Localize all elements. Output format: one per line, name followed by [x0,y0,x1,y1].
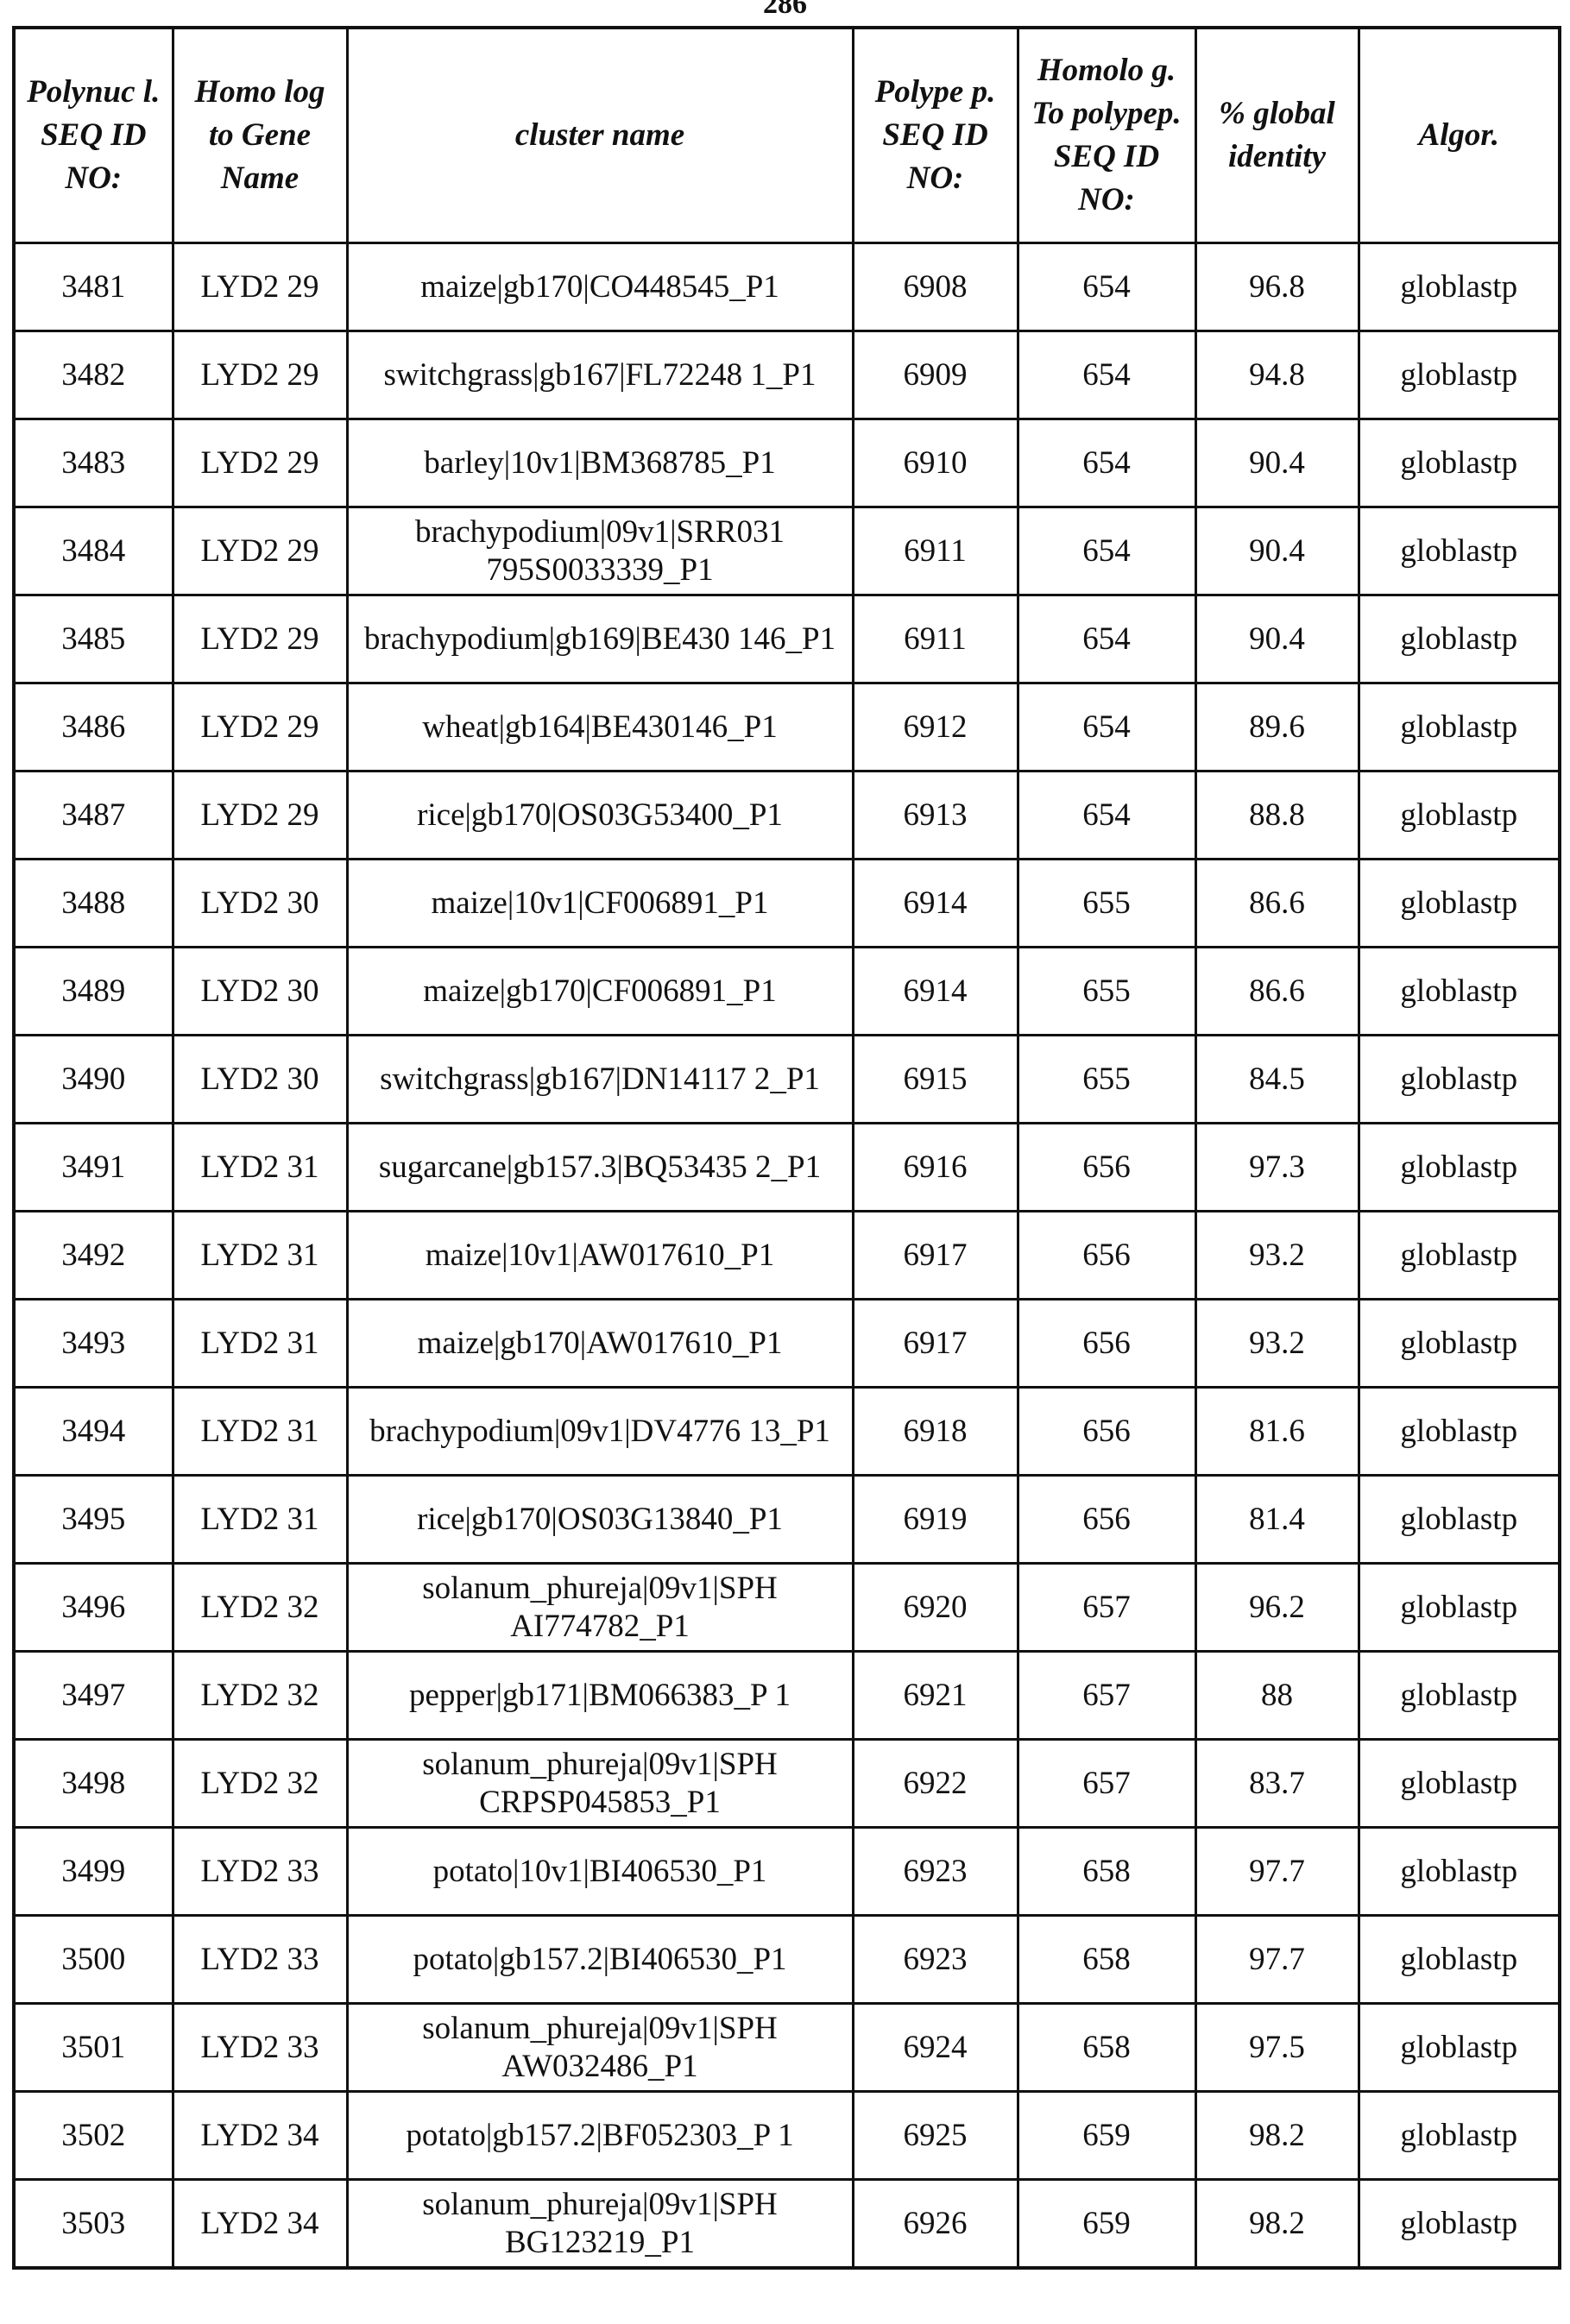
table-cell: 654 [1018,595,1195,683]
table-cell: 6923 [853,1916,1018,2004]
table-cell: 93.2 [1195,1300,1359,1388]
table-cell: 6916 [853,1124,1018,1212]
table-cell: globlastp [1359,1916,1560,2004]
table-cell: globlastp [1359,860,1560,948]
table-cell: 6914 [853,948,1018,1036]
table-cell: 657 [1018,1652,1195,1740]
table-row [14,1476,1560,1564]
table-row [14,1300,1560,1388]
table-cell: 83.7 [1195,1740,1359,1828]
table-row [14,419,1560,507]
table-cell: 657 [1018,1564,1195,1652]
column-header: % global identity [1195,28,1359,243]
table-cell: globlastp [1359,419,1560,507]
table-cell: 654 [1018,507,1195,595]
table-cell: brachypodium|09v1|DV4776 13_P1 [347,1388,853,1476]
table-cell: globlastp [1359,1388,1560,1476]
table-cell: LYD2 29 [173,595,347,683]
table-cell: potato|gb157.2|BI406530_P1 [347,1916,853,2004]
table-cell: 654 [1018,331,1195,419]
table-cell: 654 [1018,419,1195,507]
table-cell: 81.4 [1195,1476,1359,1564]
table-cell: LYD2 29 [173,419,347,507]
table-cell: sugarcane|gb157.3|BQ53435 2_P1 [347,1124,853,1212]
table-cell: 3481 [14,243,173,331]
table-cell: 6915 [853,1036,1018,1124]
table-cell: 3488 [14,860,173,948]
table-cell: 655 [1018,860,1195,948]
table-cell: globlastp [1359,331,1560,419]
table-cell: 3487 [14,772,173,860]
table-row [14,860,1560,948]
table-cell: 94.8 [1195,331,1359,419]
table-cell: 656 [1018,1388,1195,1476]
column-header: Homolo g. To polypep. SEQ ID NO: [1018,28,1195,243]
table-row [14,1212,1560,1300]
table-cell: maize|10v1|AW017610_P1 [347,1212,853,1300]
table-cell: 6919 [853,1476,1018,1564]
table-cell: LYD2 29 [173,683,347,772]
table-cell: 6909 [853,331,1018,419]
table-cell: brachypodium|09v1|SRR031 795S0033339_P1 [347,507,853,595]
page-number: 286 [0,0,1570,21]
table-cell: 84.5 [1195,1036,1359,1124]
table-row [14,1828,1560,1916]
table-cell: 657 [1018,1740,1195,1828]
table-cell: rice|gb170|OS03G13840_P1 [347,1476,853,1564]
table-cell: LYD2 33 [173,1916,347,2004]
table-cell: 655 [1018,1036,1195,1124]
table-cell: 659 [1018,2180,1195,2269]
table-cell: 3491 [14,1124,173,1212]
table-cell: 3486 [14,683,173,772]
table-cell: globlastp [1359,2092,1560,2180]
table-cell: 6914 [853,860,1018,948]
table-cell: brachypodium|gb169|BE430 146_P1 [347,595,853,683]
table-cell: 6911 [853,595,1018,683]
table-cell: potato|gb157.2|BF052303_P 1 [347,2092,853,2180]
table-cell: 6924 [853,2004,1018,2092]
table-cell: 6926 [853,2180,1018,2269]
table-cell: 658 [1018,1828,1195,1916]
table-cell: LYD2 30 [173,860,347,948]
table-cell: LYD2 32 [173,1564,347,1652]
table-cell: 658 [1018,2004,1195,2092]
table-cell: 656 [1018,1212,1195,1300]
table-cell: solanum_phureja|09v1|SPH AW032486_P1 [347,2004,853,2092]
table-cell: LYD2 33 [173,1828,347,1916]
table-cell: maize|gb170|CF006891_P1 [347,948,853,1036]
table-cell: 3482 [14,331,173,419]
table-cell: globlastp [1359,1564,1560,1652]
column-header: Algor. [1359,28,1560,243]
table-cell: globlastp [1359,1828,1560,1916]
homolog-table [12,26,1561,2270]
table-cell: 3503 [14,2180,173,2269]
table-cell: LYD2 31 [173,1124,347,1212]
table-cell: LYD2 29 [173,772,347,860]
table-cell: globlastp [1359,1212,1560,1300]
header-row [14,28,1560,243]
table-row [14,331,1560,419]
table-cell: 3499 [14,1828,173,1916]
table-cell: LYD2 31 [173,1300,347,1388]
table-cell: 654 [1018,772,1195,860]
table-cell: 6922 [853,1740,1018,1828]
table-cell: maize|10v1|CF006891_P1 [347,860,853,948]
table-cell: 6908 [853,243,1018,331]
table-cell: LYD2 31 [173,1476,347,1564]
table-cell: globlastp [1359,2004,1560,2092]
table-cell: globlastp [1359,507,1560,595]
table-cell: 654 [1018,683,1195,772]
table-cell: 86.6 [1195,860,1359,948]
table-cell: 81.6 [1195,1388,1359,1476]
table-cell: 3495 [14,1476,173,1564]
table-cell: solanum_phureja|09v1|SPH AI774782_P1 [347,1564,853,1652]
table-cell: switchgrass|gb167|DN14117 2_P1 [347,1036,853,1124]
column-header: Polype p. SEQ ID NO: [853,28,1018,243]
table-cell: maize|gb170|CO448545_P1 [347,243,853,331]
table-cell: 3501 [14,2004,173,2092]
table-cell: 3483 [14,419,173,507]
table-cell: pepper|gb171|BM066383_P 1 [347,1652,853,1740]
table-cell: LYD2 32 [173,1652,347,1740]
table-row [14,1388,1560,1476]
table-row [14,948,1560,1036]
table-row [14,2004,1560,2092]
table-cell: 96.2 [1195,1564,1359,1652]
table-cell: maize|gb170|AW017610_P1 [347,1300,853,1388]
table-row [14,1564,1560,1652]
table-cell: 97.3 [1195,1124,1359,1212]
table-cell: rice|gb170|OS03G53400_P1 [347,772,853,860]
table-cell: 6911 [853,507,1018,595]
table-row [14,595,1560,683]
table-cell: switchgrass|gb167|FL72248 1_P1 [347,331,853,419]
table-cell: 3498 [14,1740,173,1828]
table-cell: LYD2 30 [173,1036,347,1124]
table-cell: 3494 [14,1388,173,1476]
table-cell: 3493 [14,1300,173,1388]
table-cell: 656 [1018,1300,1195,1388]
table-row [14,683,1560,772]
table-cell: 98.2 [1195,2092,1359,2180]
table-cell: 86.6 [1195,948,1359,1036]
table-cell: LYD2 31 [173,1212,347,1300]
table-row [14,1036,1560,1124]
table-cell: solanum_phureja|09v1|SPH CRPSP045853_P1 [347,1740,853,1828]
table-cell: globlastp [1359,683,1560,772]
table-cell: LYD2 29 [173,331,347,419]
table-cell: globlastp [1359,1124,1560,1212]
table-cell: 97.7 [1195,1828,1359,1916]
table-cell: globlastp [1359,1300,1560,1388]
table-cell: 6917 [853,1300,1018,1388]
table-cell: 3484 [14,507,173,595]
table-cell: 88.8 [1195,772,1359,860]
table-cell: globlastp [1359,1740,1560,1828]
table-cell: LYD2 33 [173,2004,347,2092]
table-cell: 6921 [853,1652,1018,1740]
table-cell: 3496 [14,1564,173,1652]
table-cell: 3492 [14,1212,173,1300]
table-cell: 90.4 [1195,419,1359,507]
table-cell: 3497 [14,1652,173,1740]
table-cell: 90.4 [1195,507,1359,595]
table-row [14,772,1560,860]
table-cell: 3489 [14,948,173,1036]
table-cell: 659 [1018,2092,1195,2180]
table-cell: LYD2 32 [173,1740,347,1828]
table-cell: 6910 [853,419,1018,507]
table-cell: globlastp [1359,1476,1560,1564]
table-cell: globlastp [1359,243,1560,331]
table-cell: 3490 [14,1036,173,1124]
column-header: Homo log to Gene Name [173,28,347,243]
table-cell: globlastp [1359,2180,1560,2269]
table-cell: 6925 [853,2092,1018,2180]
table-cell: globlastp [1359,1036,1560,1124]
table-cell: 97.7 [1195,1916,1359,2004]
table-cell: LYD2 34 [173,2092,347,2180]
table-cell: 6917 [853,1212,1018,1300]
table-cell: LYD2 34 [173,2180,347,2269]
table-cell: 98.2 [1195,2180,1359,2269]
table-cell: potato|10v1|BI406530_P1 [347,1828,853,1916]
table-cell: solanum_phureja|09v1|SPH BG123219_P1 [347,2180,853,2269]
table-cell: wheat|gb164|BE430146_P1 [347,683,853,772]
table-cell: LYD2 29 [173,507,347,595]
table-row [14,1740,1560,1828]
table-cell: globlastp [1359,1652,1560,1740]
table-cell: LYD2 31 [173,1388,347,1476]
table-row [14,507,1560,595]
table-cell: 6920 [853,1564,1018,1652]
table-row [14,2180,1560,2269]
table-cell: 656 [1018,1476,1195,1564]
table-cell: LYD2 30 [173,948,347,1036]
table-cell: 3485 [14,595,173,683]
table-row [14,1916,1560,2004]
table-cell: 90.4 [1195,595,1359,683]
table-row [14,243,1560,331]
table-cell: 93.2 [1195,1212,1359,1300]
table-cell: globlastp [1359,595,1560,683]
table-cell: 658 [1018,1916,1195,2004]
table-cell: 89.6 [1195,683,1359,772]
table-cell: 655 [1018,948,1195,1036]
table-cell: globlastp [1359,948,1560,1036]
table-row [14,2092,1560,2180]
column-header: Polynuc l. SEQ ID NO: [14,28,173,243]
table-cell: 6918 [853,1388,1018,1476]
table-cell: 654 [1018,243,1195,331]
table-cell: 656 [1018,1124,1195,1212]
table-cell: 6913 [853,772,1018,860]
table-cell: globlastp [1359,772,1560,860]
table-cell: 88 [1195,1652,1359,1740]
table-cell: barley|10v1|BM368785_P1 [347,419,853,507]
table-cell: 97.5 [1195,2004,1359,2092]
table-row [14,1124,1560,1212]
table-cell: 96.8 [1195,243,1359,331]
column-header: cluster name [347,28,853,243]
table-cell: 3500 [14,1916,173,2004]
table-row [14,1652,1560,1740]
table-cell: 3502 [14,2092,173,2180]
table-cell: 6923 [853,1828,1018,1916]
table-cell: 6912 [853,683,1018,772]
table-cell: LYD2 29 [173,243,347,331]
